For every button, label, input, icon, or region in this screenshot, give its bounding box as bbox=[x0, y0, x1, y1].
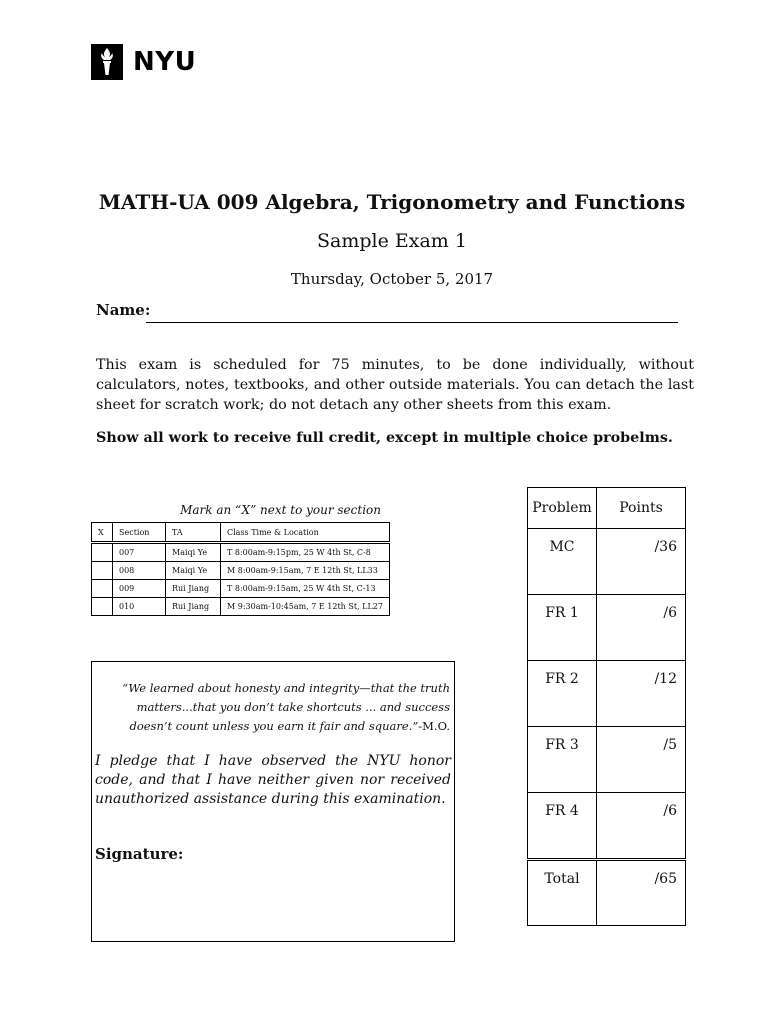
header-problem: Problem bbox=[528, 488, 597, 529]
points-table bbox=[527, 487, 686, 926]
problem-points: /6 bbox=[597, 595, 686, 661]
table-row bbox=[528, 661, 686, 727]
header-x: X bbox=[92, 523, 113, 543]
table-row bbox=[528, 595, 686, 661]
header-section: Section bbox=[113, 523, 166, 543]
problem-points: /6 bbox=[597, 793, 686, 860]
show-work-notice: Show all work to receive full credit, except in multiple choice probelms. bbox=[96, 430, 673, 446]
name-field[interactable] bbox=[146, 322, 678, 323]
table-row bbox=[92, 598, 390, 616]
name-label: Name: bbox=[96, 301, 151, 319]
section-table-caption: Mark an “X” next to your section bbox=[180, 503, 381, 517]
section-number: 009 bbox=[113, 580, 166, 598]
total-points: /65 bbox=[597, 860, 686, 926]
section-number: 007 bbox=[113, 543, 166, 562]
section-time-location: T 8:00am-9:15pm, 25 W 4th St, C-8 bbox=[221, 543, 390, 562]
exam-date: Thursday, October 5, 2017 bbox=[290, 270, 494, 288]
honor-quote-text: “We learned about honesty and integrity—that the truth matters...that you don’t take shortcuts ... and success doesn’t count unless you earn it fair and square.” bbox=[122, 681, 450, 733]
section-number: 010 bbox=[113, 598, 166, 616]
section-ta: Maiqi Ye bbox=[166, 543, 221, 562]
header-ta: TA bbox=[166, 523, 221, 543]
points-table-header bbox=[528, 488, 686, 529]
problem-label: MC bbox=[528, 529, 597, 595]
problem-label: FR 3 bbox=[528, 727, 597, 793]
section-table-header bbox=[92, 523, 390, 543]
section-mark-cell[interactable] bbox=[92, 598, 113, 616]
total-row bbox=[528, 860, 686, 926]
honor-quote-author: -M.O. bbox=[418, 719, 450, 733]
logo-text: NYU bbox=[133, 47, 197, 77]
header-points: Points bbox=[597, 488, 686, 529]
table-row bbox=[92, 543, 390, 562]
section-mark-cell[interactable] bbox=[92, 580, 113, 598]
section-mark-cell[interactable] bbox=[92, 543, 113, 562]
header-class-time: Class Time & Location bbox=[221, 523, 390, 543]
section-table bbox=[91, 522, 390, 616]
honor-pledge: I pledge that I have observed the NYU honor code, and that I have neither given nor received unauthorized assistance during this examination. bbox=[95, 753, 451, 807]
problem-label: FR 2 bbox=[528, 661, 597, 727]
section-time-location: M 9:30am-10:45am, 7 E 12th St, LL27 bbox=[221, 598, 390, 616]
honor-quote bbox=[110, 679, 450, 736]
table-row bbox=[92, 580, 390, 598]
section-mark-cell[interactable] bbox=[92, 562, 113, 580]
nyu-logo bbox=[91, 44, 196, 80]
table-row bbox=[528, 529, 686, 595]
table-row bbox=[528, 793, 686, 860]
problem-points: /5 bbox=[597, 727, 686, 793]
section-time-location: M 8:00am-9:15am, 7 E 12th St, LL33 bbox=[221, 562, 390, 580]
total-label: Total bbox=[528, 860, 597, 926]
section-ta: Rui Jiang bbox=[166, 598, 221, 616]
exam-title: MATH-UA 009 Algebra, Trigonometry and Functions bbox=[98, 190, 686, 214]
table-row bbox=[92, 562, 390, 580]
torch-icon bbox=[91, 44, 123, 80]
exam-subtitle: Sample Exam 1 bbox=[317, 230, 467, 252]
section-ta: Maiqi Ye bbox=[166, 562, 221, 580]
problem-label: FR 1 bbox=[528, 595, 597, 661]
section-ta: Rui Jiang bbox=[166, 580, 221, 598]
table-row bbox=[528, 727, 686, 793]
problem-label: FR 4 bbox=[528, 793, 597, 860]
problem-points: /12 bbox=[597, 661, 686, 727]
instructions-text: This exam is scheduled for 75 minutes, to be done individually, without calculators, notes, textbooks, and other outside materials. You can detach the last sheet for scratch work; do not detach any other sheets from this exam. bbox=[96, 357, 694, 413]
problem-points: /36 bbox=[597, 529, 686, 595]
section-number: 008 bbox=[113, 562, 166, 580]
section-time-location: T 8:00am-9:15am, 25 W 4th St, C-13 bbox=[221, 580, 390, 598]
signature-label: Signature: bbox=[95, 845, 184, 863]
